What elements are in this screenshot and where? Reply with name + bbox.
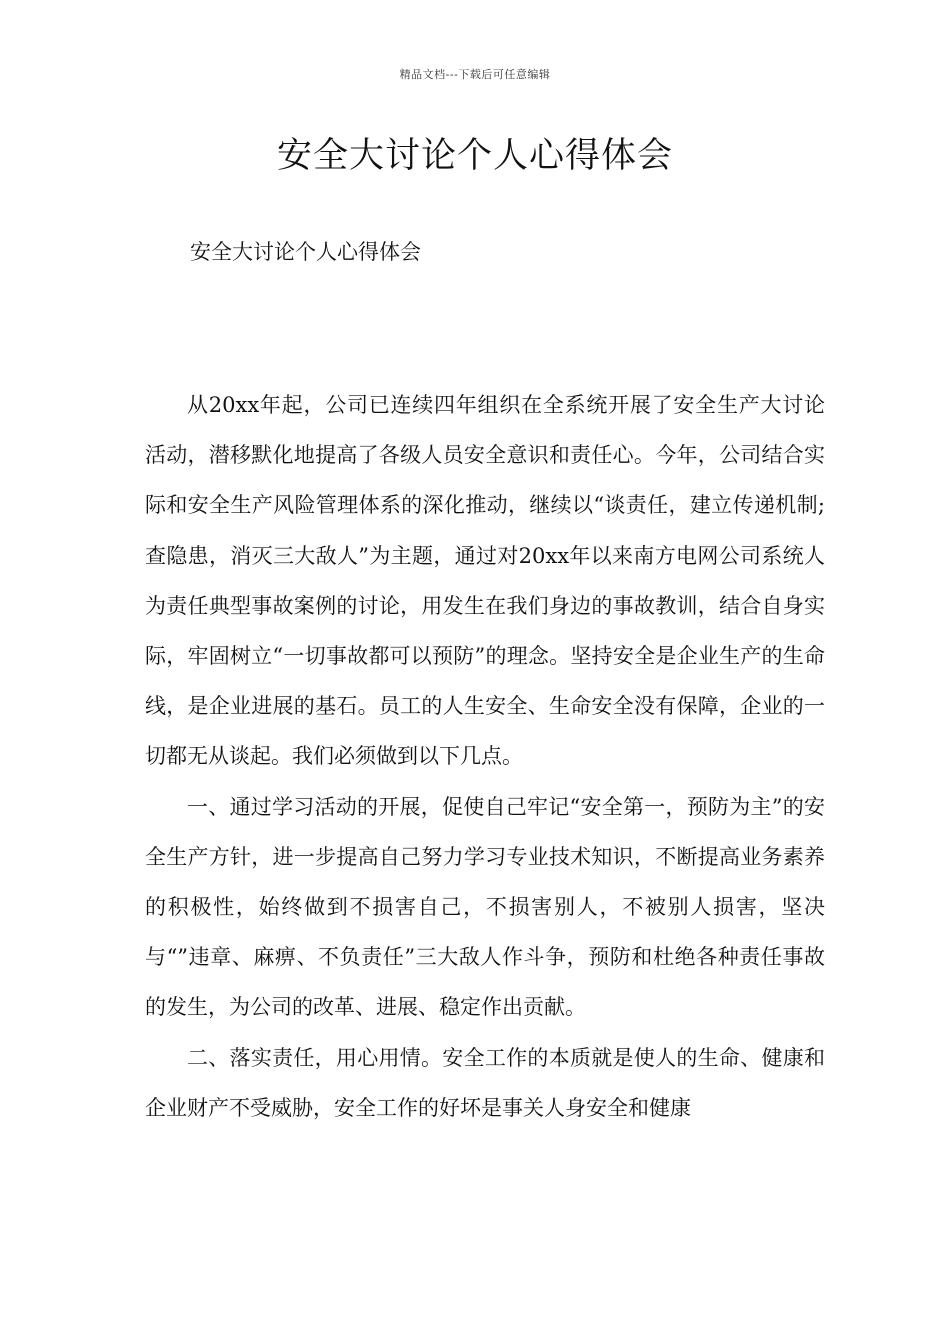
document-subtitle: 安全大讨论个人心得体会 bbox=[190, 240, 421, 264]
paragraph-point-one: 一、通过学习活动的开展，促使自己牢记“安全第一，预防为主”的安全生产方针，进一步提高自己努力学习专业技术知识，不断提高业务素养的积极性，始终做到不损害自己，不损害别人，不被别人损害，坚决与“”违章、麻痹、不负责任”三大敌人作斗争，预防和杜绝各种责任事故的发生，为公司的改革、进展、稳定作出贡献。 bbox=[145, 794, 825, 1020]
paragraph-intro: 从20xx年起，公司已连续四年组织在全系统开展了安全生产大讨论活动，潜移默化地提高了各级人员安全意识和责任心。今年，公司结合实际和安全生产风险管理体系的深化推动，继续以“谈责任，建立传递机制;查隐患，消灭三大敌人”为主题，通过对20xx年以来南方电网公司系统人为责任典型事故案例的讨论，用发生在我们身边的事故教训，结合自身实际，牢固树立“一切事故都可以预防”的理念。坚持安全是企业生产的生命线，是企业进展的基石。员工的人生安全、生命安全没有保障，企业的一切都无从谈起。我们必须做到以下几点。 bbox=[145, 393, 825, 769]
document-title: 安全大讨论个人心得体会 bbox=[276, 136, 673, 176]
document-body bbox=[145, 380, 825, 1133]
header-note: 精品文档---下载后可任意编辑 bbox=[399, 68, 551, 81]
paragraph-point-two: 二、落实责任，用心用情。安全工作的本质就是使人的生命、健康和企业财产不受威胁，安全工作的好坏是事关人身安全和健康 bbox=[145, 1045, 825, 1120]
